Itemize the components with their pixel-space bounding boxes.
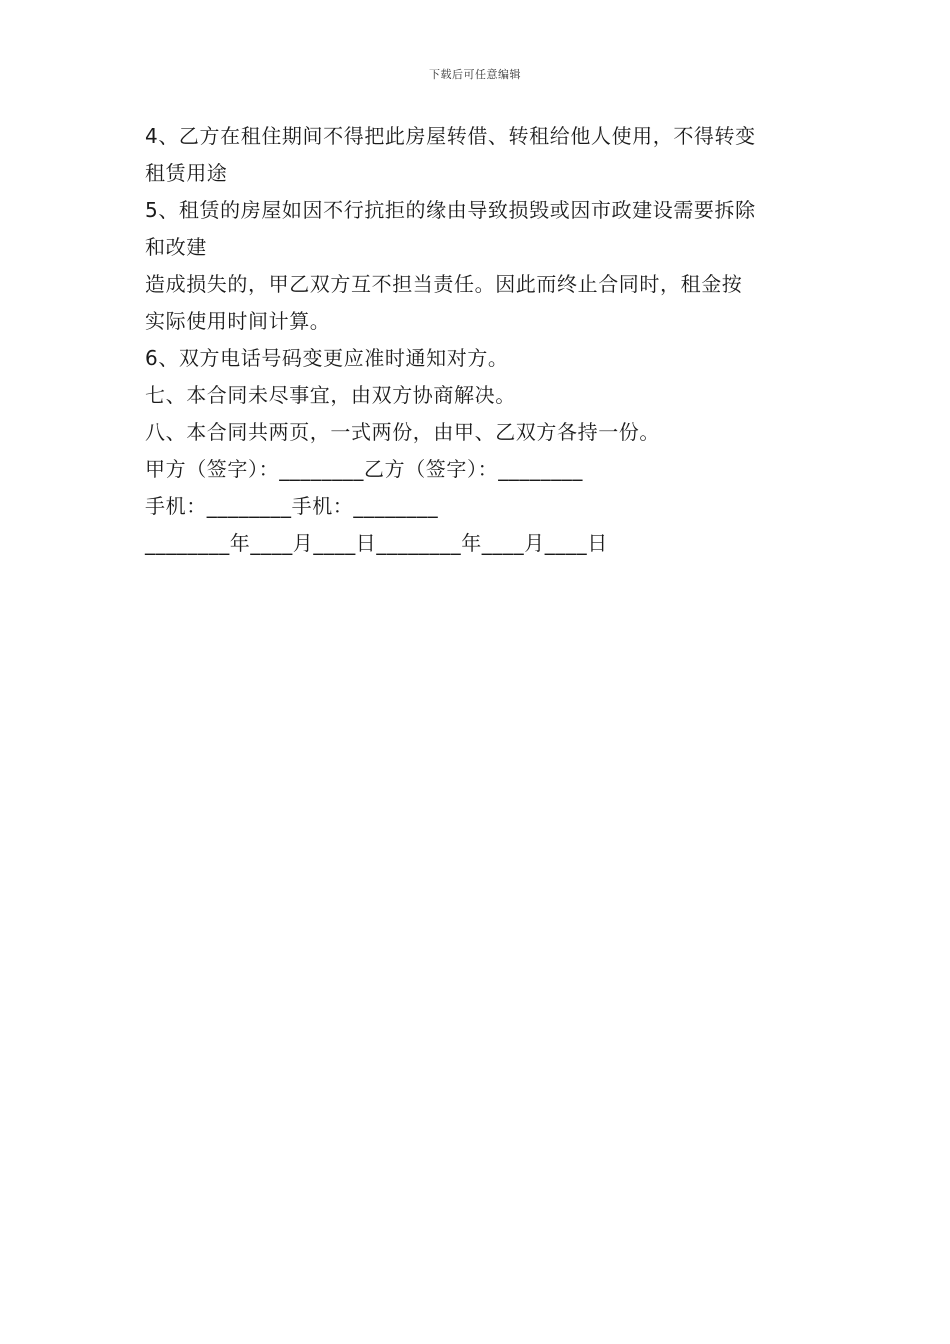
date-line: ________年____月____日________年____月____日: [145, 531, 608, 555]
clause-5-line-2: 和改建: [145, 235, 207, 259]
clause-eight: 八、本合同共两页，一式两份，由甲、乙双方各持一份。: [145, 420, 660, 444]
page-header: 下载后可任意编辑: [429, 68, 521, 81]
clause-5-line-4: 实际使用时间计算。: [145, 309, 331, 333]
clause-4-line-2: 租赁用途: [145, 161, 228, 185]
phone-line: 手机：________手机：________: [145, 494, 439, 518]
document-body: [145, 118, 810, 562]
signature-line: 甲方（签字）：________乙方（签字）：________: [145, 457, 583, 481]
clause-5-line-1: 5、租赁的房屋如因不行抗拒的缘由导致损毁或因市政建设需要拆除: [145, 198, 756, 222]
clause-4-line-1: 4、乙方在租住期间不得把此房屋转借、转租给他人使用，不得转变: [145, 124, 756, 148]
clause-seven: 七、本合同未尽事宜，由双方协商解决。: [145, 383, 516, 407]
clause-5-line-3: 造成损失的，甲乙双方互不担当责任。因此而终止合同时，租金按: [145, 272, 743, 296]
clause-6: 6、双方电话号码变更应准时通知对方。: [145, 346, 509, 370]
